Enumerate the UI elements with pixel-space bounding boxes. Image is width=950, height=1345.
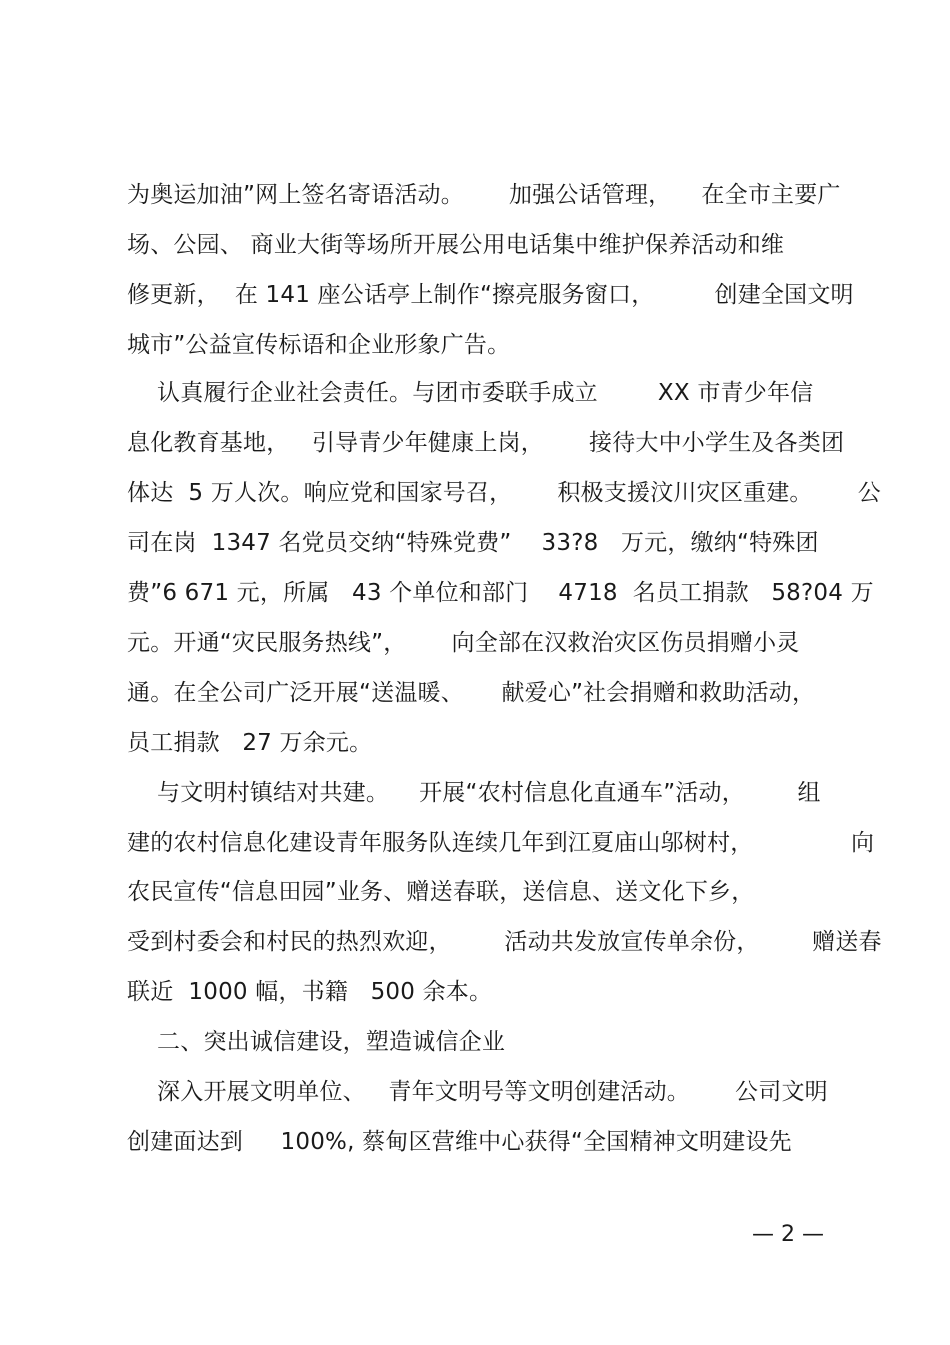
page-number: — 2 — bbox=[752, 1222, 824, 1247]
text-line: 为奥运加油”网上签名寄语活动。 加强公话管理， 在全市主要广 bbox=[127, 182, 841, 208]
text-line: 司在岗 1347 名党员交纳“特殊党费” 33?8 万元，缴纳“特殊团 bbox=[127, 530, 819, 556]
text-line: 息化教育基地， 引导青少年健康上岗， 接待大中小学生及各类团 bbox=[127, 430, 845, 456]
section-heading: 二、突出诚信建设，塑造诚信企业 bbox=[127, 1029, 506, 1055]
text-line: 通。在全公司广泛开展“送温暖、 献爱心”社会捐赠和救助活动， bbox=[127, 680, 816, 706]
text-line: 场、公园、 商业大街等场所开展公用电话集中维护保养活动和维 bbox=[127, 232, 785, 258]
text-line: 受到村委会和村民的热烈欢迎， 活动共发放宣传单余份， 赠送春 bbox=[127, 929, 882, 955]
text-line: 城市”公益宣传标语和企业形象广告。 bbox=[127, 332, 511, 358]
text-line: 费”6 671 元，所属 43 个单位和部门 4718 名员工捐款 58?04 万 bbox=[127, 580, 874, 606]
text-line: 认真履行企业社会责任。与团市委联手成立 XX 市青少年信 bbox=[127, 380, 814, 406]
text-line: 员工捐款 27 万余元。 bbox=[127, 730, 373, 756]
text-line: 农民宣传“信息田园”业务、赠送春联，送信息、送文化下乡， bbox=[127, 879, 755, 905]
text-line: 深入开展文明单位、 青年文明号等文明创建活动。 公司文明 bbox=[127, 1079, 828, 1105]
text-line: 与文明村镇结对共建。 开展“农村信息化直通车”活动， 组 bbox=[127, 780, 821, 806]
text-line: 创建面达到 100%, 蔡甸区营维中心获得“全国精神文明建设先 bbox=[127, 1129, 792, 1155]
text-line: 联近 1000 幅，书籍 500 余本。 bbox=[127, 979, 493, 1005]
text-line: 建的农村信息化建设青年服务队连续几年到江夏庙山邬树村， 向 bbox=[127, 830, 875, 856]
text-line: 修更新， 在 141 座公话亭上制作“擦亮服务窗口， 创建全国文明 bbox=[127, 282, 854, 308]
text-line: 元。开通“灾民服务热线”， 向全部在汉救治灾区伤员捐赠小灵 bbox=[127, 630, 800, 656]
text-line: 体达 5 万人次。响应党和国家号召， 积极支援汶川灾区重建。 公 bbox=[127, 480, 881, 506]
